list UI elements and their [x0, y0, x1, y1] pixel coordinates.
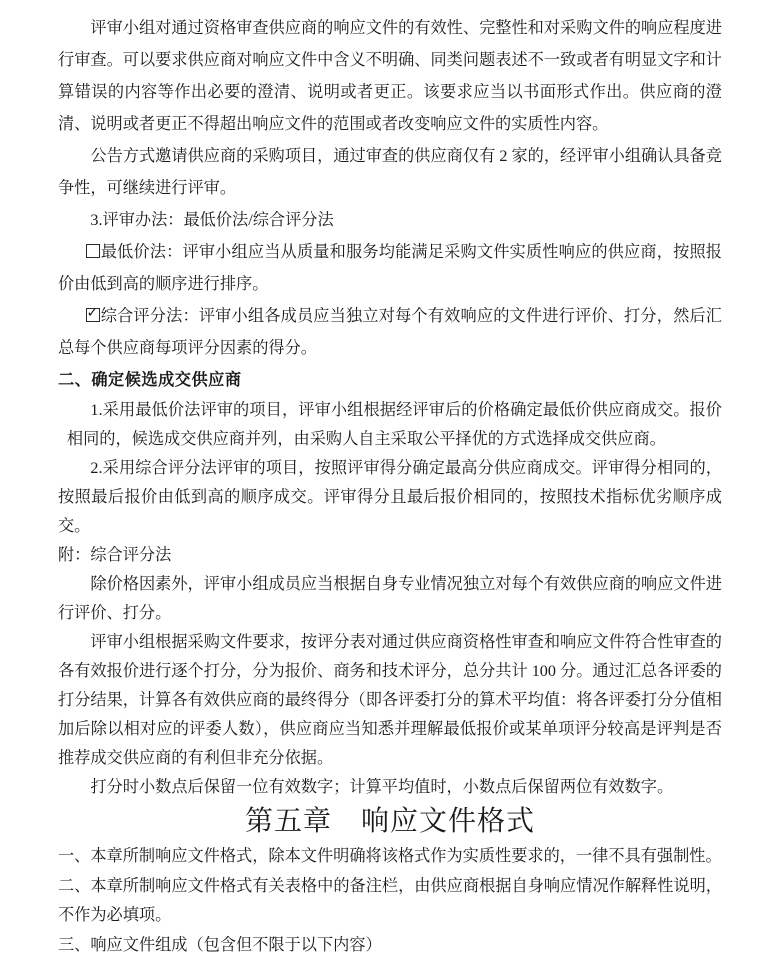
- paragraph-two-suppliers: 公告方式邀请供应商的采购项目，通过审查的供应商仅有 2 家的，经评审小组确认具备竞争性，可继续进行评审。: [58, 140, 722, 204]
- checkbox-checked-icon: [86, 308, 100, 322]
- paragraph-comprehensive-award: 2.采用综合评分法评审的项目，按照评审得分确定最高分供应商成交。评审得分相同的，按照最后报价由低到高的顺序成交。评审得分且最后报价相同的，按照技术指标优劣顺序成交。: [58, 454, 722, 541]
- option-comprehensive-scoring-method: [58, 300, 722, 364]
- option-lowest-price-text: 最低价法：评审小组应当从质量和服务均能满足采购文件实质性响应的供应商，按照报价由低到高的顺序进行排序。: [58, 243, 722, 293]
- option-comprehensive-scoring-text: 综合评分法：评审小组各成员应当独立对每个有效响应的文件进行评价、打分，然后汇总每个供应商每项评分因素的得分。: [58, 307, 722, 357]
- checkbox-empty-icon: [86, 244, 100, 258]
- chapter-item-2: 二、本章所制响应文件格式有关表格中的备注栏，由供应商根据自身响应情况作解释性说明，不作为必填项。: [58, 872, 722, 931]
- checkbox-tick: ✓: [87, 306, 99, 320]
- paragraph-lowest-price-award: 1.采用最低价法评审的项目，评审小组根据经评审后的价格确定最低价供应商成交。报价相同的，候选成交供应商并列，由采购人自主采取公平择优的方式选择成交供应商。: [58, 396, 722, 454]
- section-heading-candidate-supplier: 二、确定候选成交供应商: [58, 364, 722, 396]
- paragraph-decimal-rules: 打分时小数点后保留一位有效数字；计算平均值时，小数点后保留两位有效数字。: [58, 773, 722, 802]
- paragraph-evaluation-method: 3.评审办法：最低价法/综合评分法: [58, 204, 722, 236]
- option-lowest-price-method: [58, 236, 722, 300]
- paragraph-review-scope: 评审小组对通过资格审查供应商的响应文件的有效性、完整性和对采购文件的响应程度进行审查。可以要求供应商对响应文件中含义不明确、同类问题表述不一致或者有明显文字和计算错误的内容等作出必要的澄清、说明或者更正。该要求应当以书面形式作出。供应商的澄清、说明或者更正不得超出响应文件的范围或者改变响应文件的实质性内容。: [58, 12, 722, 140]
- paragraph-scoring-rules: 评审小组根据采购文件要求，按评分表对通过供应商资格性审查和响应文件符合性审查的各有效报价进行逐个打分，分为报价、商务和技术评分，总分共计 100 分。通过汇总各评委的打分结果，计算各有效供应商的最终得分（即各评委打分的算术平均值：将各评委打分分值相加后除以相对应的评委人数），供应商应当知悉并理解最低报价或某单项评分较高是评判是否推荐成交供应商的有利但非充分依据。: [58, 628, 722, 773]
- chapter-item-1: 一、本章所制响应文件格式，除本文件明确将该格式作为实质性要求的，一律不具有强制性。: [58, 842, 722, 872]
- chapter-item-3: 三、响应文件组成（包含但不限于以下内容）: [58, 931, 722, 960]
- chapter-title: 第五章 响应文件格式: [58, 802, 722, 842]
- paragraph-independent-scoring: 除价格因素外，评审小组成员应当根据自身专业情况独立对每个有效供应商的响应文件进行评价、打分。: [58, 570, 722, 628]
- paragraph-appendix-label: 附：综合评分法: [58, 541, 722, 570]
